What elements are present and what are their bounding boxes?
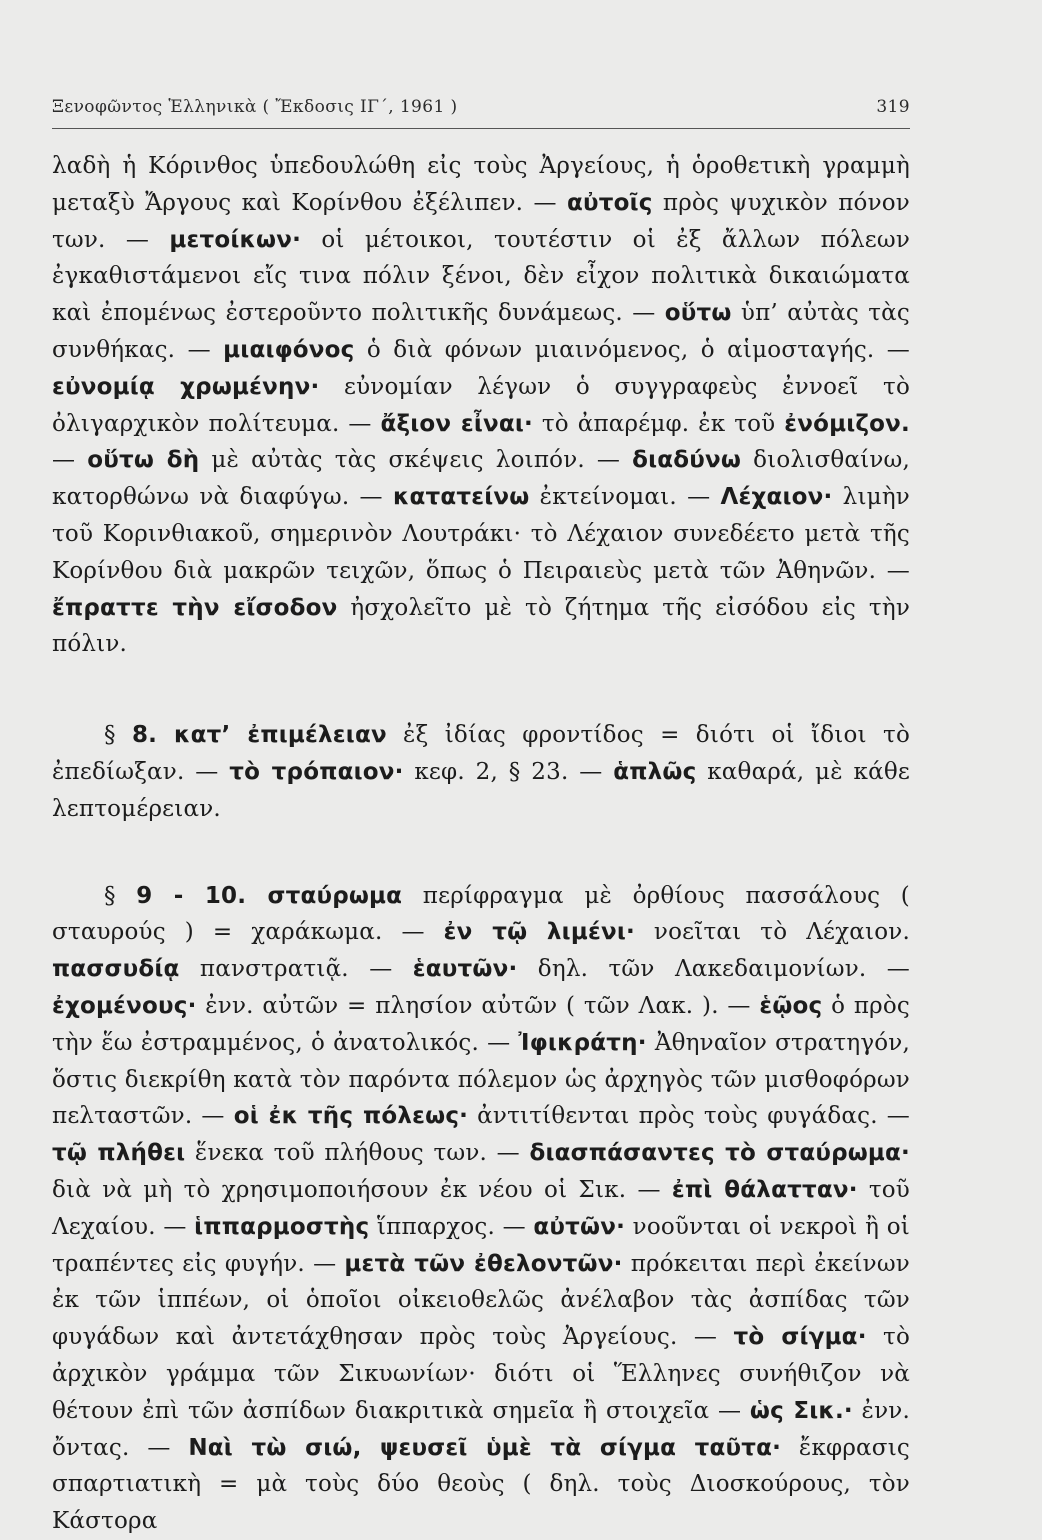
lemma-term: Λέχαιον· — [720, 484, 833, 511]
lemma-term: ἄξιον εἶναι· — [380, 410, 533, 437]
lemma-term: τὸ σίγμα· — [733, 1324, 867, 1351]
page-number: 319 — [876, 97, 910, 117]
lemma-term: τῷ πλήθει — [52, 1140, 186, 1167]
gloss-text: καθαρά, μὲ κάθε λεπτομέρειαν. — [52, 758, 911, 822]
lemma-term: ἔπραττε τὴν εἴσοδον — [52, 594, 338, 621]
gloss-text: ἔκφρασις σπαρτιατικὴ = μὰ τοὺς δύο θεοὺς ( δηλ. τοὺς Διοσκούρους, τὸν Κάστορα — [52, 1434, 910, 1535]
paragraph-section-8 — [52, 717, 910, 827]
gloss-text: ἠσχολεῖτο μὲ τὸ ζήτημα τῆς εἰσόδου εἰς τὴν πόλιν. — [52, 594, 911, 658]
gloss-text: οἱ μέτοικοι, τουτέστιν οἱ ἐξ ἄλλων πόλεων ἐγκαθιστάμενοι εἴς τινα πόλιν ξένοι, δὲν εἶχον πολιτικὰ δικαιώματα καὶ ἐπομένως ἐστεροῦντο πολιτικῆς δυνάμεως. — — [52, 226, 910, 327]
lemma-term: τὸ τρόπαιον· — [229, 758, 404, 785]
lemma-term: Ἰφικράτη· — [518, 1029, 647, 1056]
gloss-text: περίφραγμα μὲ ὀρθίους πασσάλους ( σταυρούς ) = χαράκωμα. — — [52, 882, 910, 946]
lemma-term: μετὰ τῶν ἐθελοντῶν· — [344, 1250, 623, 1277]
commentary-body — [52, 148, 910, 1540]
lemma-term: ἐν τῷ λιμένι· — [443, 919, 635, 946]
gloss-text: ὁ πρὸς τὴν ἕω ἐστραμμένος, ὁ ἀνατολικός. — — [52, 992, 910, 1056]
lemma-term: ἐνόμιζον. — [784, 410, 910, 437]
lemma-term: διασπάσαντες τὸ σταύρωμα· — [529, 1140, 910, 1167]
gloss-text: πρόκειται περὶ ἐκείνων ἐκ τῶν ἱππέων, οἱ ὁποῖοι οἰκειοθελῶς ἀνέλαβον τὰς ἀσπίδας τῶν φυγάδων καὶ ἀντετάχθησαν πρὸς τοὺς Ἀργείους. — — [52, 1250, 910, 1351]
header-rule — [52, 128, 910, 129]
lemma-term: ἁπλῶς — [613, 758, 697, 785]
lemma-term: ἱππαρμοστὴς — [194, 1213, 370, 1240]
paragraph-1 — [52, 148, 910, 663]
gloss-text: τὸ ἀπαρέμφ. ἐκ τοῦ — [532, 410, 785, 437]
gloss-text: νοοῦνται οἱ νεκροὶ ἢ οἱ τραπέντες εἰς φυγήν. — — [52, 1213, 910, 1277]
lemma-term: ἐπὶ θάλατταν· — [671, 1176, 858, 1203]
gloss-text: ἐκτείνομαι. — — [529, 484, 721, 511]
lemma-term: εὐνομίᾳ χρωμένην· — [52, 373, 320, 400]
gloss-text: τὸ ἀρχικὸν γράμμα τῶν Σικυωνίων· διότι οἱ Ἕλληνες συνήθιζον νὰ θέτουν ἐπὶ τῶν ἀσπίδων διακριτικὰ σημεῖα ἢ στοιχεῖα — — [52, 1324, 911, 1424]
gloss-text: πρὸς ψυχικὸν πόνον των. — — [52, 189, 910, 253]
gloss-text: § — [104, 722, 132, 749]
gloss-text: μὲ αὐτὰς τὰς σκέψεις λοιπόν. — — [199, 447, 633, 474]
lemma-term: αὐτῶν· — [533, 1213, 626, 1240]
gloss-text: δηλ. τῶν Λακεδαιμονίων. — — [517, 956, 910, 983]
gloss-text: — — [52, 447, 88, 474]
gloss-text: εὐνομίαν λέγων ὁ συγγραφεὺς ἐννοεῖ τὸ ὀλιγαρχικὸν πολίτευμα. — — [52, 373, 911, 437]
gloss-text: ὑπ’ αὐτὰς τὰς συνθήκας. — — [52, 300, 910, 363]
lemma-term: οἱ ἐκ τῆς πόλεως· — [233, 1103, 469, 1130]
gloss-text: νοεῖται τὸ Λέχαιον. — [634, 919, 910, 946]
lemma-term: μετοίκων· — [169, 226, 302, 253]
lemma-term: πασσυδίᾳ — [52, 956, 180, 983]
lemma-term: ὡς Σικ.· — [749, 1397, 853, 1424]
gloss-text: κεφ. 2, § 23. — — [403, 758, 614, 785]
header-title: Ξενοφῶντος Ἑλληνικὰ ( Ἔκδοσις ΙΓ΄, 1961 ) — [52, 97, 458, 117]
lemma-term: διαδύνω — [632, 447, 742, 474]
gloss-text: ἕνεκα τοῦ πλήθους των. — — [185, 1140, 530, 1167]
running-header — [52, 97, 910, 117]
lemma-term: ἑαυτῶν· — [412, 956, 518, 983]
gloss-text: λαδὴ ἡ Κόρινθος ὑπεδουλώθη εἰς τοὺς Ἀργείους, ἡ ὁροθετικὴ γραμμὴ μεταξὺ Ἄργους καὶ Κορίνθου ἐξέλιπεν. — — [52, 153, 910, 216]
gloss-text: λιμὴν τοῦ Κορινθιακοῦ, σημερινὸν Λουτράκι· τὸ Λέχαιον συνεδέετο μετὰ τῆς Κορίνθου διὰ μακρῶν τειχῶν, ὅπως ὁ Πειραιεὺς μετὰ τῶν Ἀθηνῶν. — — [52, 484, 910, 584]
lemma-term: 8. κατ’ ἐπιμέλειαν — [131, 722, 387, 749]
lemma-term: αὐτοῖς — [566, 189, 653, 216]
gloss-text: τοῦ Λεχαίου. — — [52, 1176, 910, 1240]
lemma-term: οὕτω δὴ — [87, 447, 200, 474]
gloss-text: Ἀθηναῖον στρατηγόν, ὅστις διεκρίθη κατὰ τὸν παρόντα πόλεμον ὡς ἀρχηγὸς τῶν μισθοφόρων πελταστῶν. — — [52, 1029, 911, 1130]
gloss-text: § — [104, 882, 137, 909]
lemma-term: Ναὶ τὼ σιώ, ψευσεῖ ὑμὲ τὰ σίγμα ταῦτα· — [188, 1434, 782, 1461]
lemma-term: ἐχομένους· — [52, 992, 197, 1019]
paragraph-section-9-10 — [52, 878, 910, 1540]
lemma-term: οὕτω — [664, 300, 732, 327]
gloss-text: διὰ νὰ μὴ τὸ χρησιμοποιήσουν ἐκ νέου οἱ Σικ. — — [52, 1176, 672, 1203]
gloss-text: ἐνν. ὄντας. — — [52, 1397, 910, 1461]
lemma-term: κατατείνω — [392, 484, 530, 511]
gloss-text: ἵππαρχος. — — [369, 1213, 534, 1240]
lemma-term: 9 - 10. σταύρωμα — [136, 882, 403, 909]
gloss-text: ὁ διὰ φόνων μιαινόμενος, ὁ αἱμοσταγής. — — [354, 336, 910, 363]
lemma-term: ἑῷος — [759, 992, 823, 1019]
gloss-text: διολισθαίνω, κατορθώνω νὰ διαφύγω. — — [52, 447, 910, 511]
lemma-term: μιαιφόνος — [223, 336, 355, 363]
gloss-text: πανστρατιᾷ. — — [179, 956, 413, 983]
gloss-text: ἀντιτίθενται πρὸς τοὺς φυγάδας. — — [468, 1103, 910, 1130]
gloss-text: ἐξ ἰδίας φροντίδος = διότι οἱ ἴδιοι τὸ ἐπεδίωξαν. — — [52, 722, 910, 785]
gloss-text: ἐνν. αὐτῶν = πλησίον αὐτῶν ( τῶν Λακ. ). — — [196, 992, 760, 1019]
